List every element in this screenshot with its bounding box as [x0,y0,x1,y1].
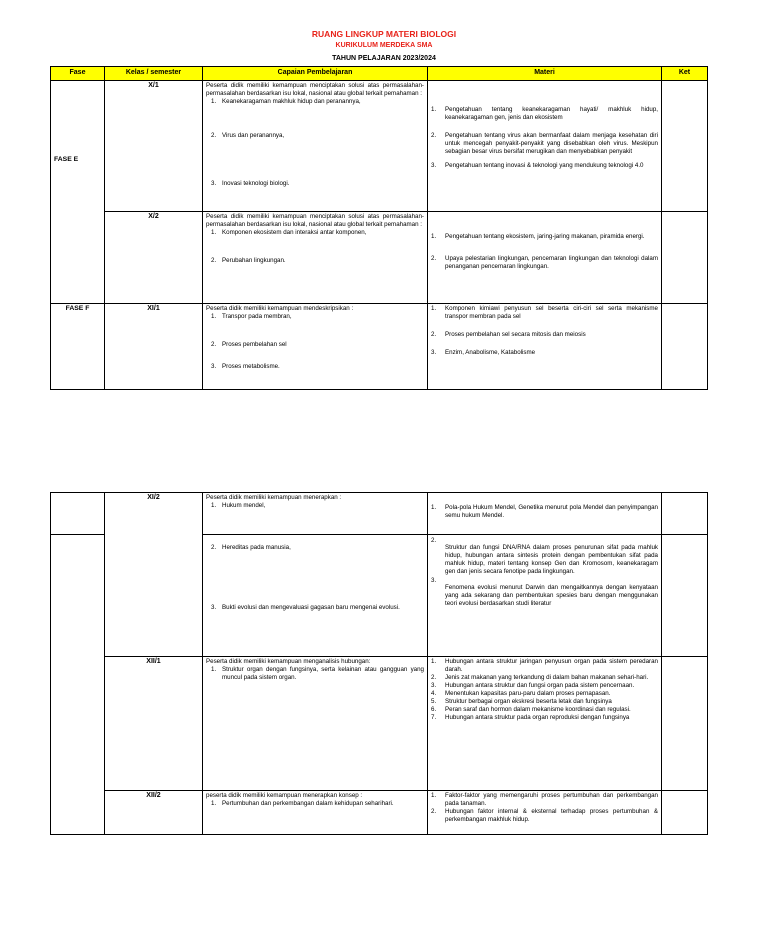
list-item: 3. Pengetahuan tentang inovasi & teknologi yang mendukung teknologi 4.0 [431,161,644,169]
list-item: 4. Menentukan kapasitas paru-paru dalam proses pernapasan. [431,689,611,697]
ket-cell [662,493,708,535]
curriculum-table-page-2 [50,492,708,835]
list-item: 3. Bukti evolusi dan mengevaluasi gagasan baru mengenai evolusi. [211,603,400,611]
list-item: 2. Proses pembelahan sel secara mitosis dan meiosis [431,330,586,338]
list-item: 3. Inovasi teknologi biologi. [211,179,290,187]
list-item: 1. Keanekaragaman makhluk hidup dan peranannya, [211,97,361,105]
list-item: 1. Pengetahuan tentang ekosistem, jaring-jaring makanan, piramida energi. [431,233,645,240]
academic-year: TAHUN PELAJARAN 2023/2024 [332,55,436,62]
col-header-fase: Fase [51,67,105,81]
list-item: 3. Fenomena evolusi menurut Darwin dan mengaitkannya dengan kenyataan yang ada sekarang dan pembentukan spesies baru dengan menggunakan teori evolusi berdasarkan studi literatur [431,576,658,607]
ket-cell [662,304,708,390]
ket-cell [662,791,708,835]
list-item: 6. Peran saraf dan hormon dalam mekanisme koordinasi dan regulasi. [431,705,631,713]
ket-cell [662,212,708,304]
list-item: 3. Proses metabolisme. [211,362,280,370]
capaian-cell [203,304,428,390]
list-item: 2. Upaya pelestarian lingkungan, pencemaran lingkungan dan teknologi dalam penanganan pencemaran lingkungan. [431,254,658,270]
ket-cell [662,535,708,657]
materi-cell [428,657,662,791]
list-item: 2. Jenis zat makanan yang terkandung di dalam bahan makanan sehari-hari. [431,673,649,681]
fase-e-cell [51,81,105,304]
col-header-materi: Materi [428,67,662,81]
list-item: 2. Struktur dan fungsi DNA/RNA dalam proses penurunan sifat pada mahluk hidup, hubungan antara sintesis protein dengan pembentukan sifat pada mahluk hidup, materi tentang konsep Gen dan Kromosom, keanekaragam gen dan jenis secara fenotipe pada lingkungan. [431,537,658,575]
list-item: 1. Struktur organ dengan fungsinya, serta kelainan atau gangguan yang muncul pada sistem organ. [211,665,424,681]
capaian-intro: Peserta didik memiliki kemampuan mendeskripsikan : [206,305,354,312]
list-item: 5. Struktur berbagai organ ekskresi beserta letak dan fungsinya [431,697,612,705]
ket-cell [662,81,708,212]
materi-cell [428,535,662,657]
capaian-cell [203,493,428,535]
col-header-capaian: Capaian Pembelajaran [203,67,428,81]
capaian-intro: peserta didik memiliki kemampuan menerapkan konsep : [206,792,363,799]
list-item: 3. Hubungan antara struktur dan fungsi organ pada sistem pencernaan. [431,681,635,689]
list-item: 2. Virus dan peranannya, [211,131,285,139]
list-item: 1. Komponen kimiawi penyusun sel beserta ciri-ciri sel serta mekanisme transpor membran pada sel [431,305,658,320]
list-item: 1. Faktor-faktor yang memengaruhi proses pertumbuhan dan perkembangan pada tanaman. [431,792,658,807]
capaian-cell [203,791,428,835]
materi-cell [428,212,662,304]
col-header-ket: Ket [662,67,708,81]
list-item: 2. Perubahan lingkungan. [211,256,286,264]
fase-label: FASE E [54,155,79,163]
list-item: 1. Pola-pola Hukum Mendel, Genetika menurut pola Mendel dan penyimpangan semu hukum Mendel. [431,504,658,519]
table-row [51,304,708,390]
list-item: 1. Pengetahuan tentang keanekaragaman hayati/ makhluk hidup, keanekaragaman gen, jenis dan ekosistem [431,106,658,121]
list-item: 2. Proses pembelahan sel [211,340,287,348]
page-subtitle: KURIKULUM MERDEKA SMA [335,42,433,49]
table-row [51,212,708,304]
capaian-intro: Peserta didik memiliki kemampuan menerapkan : [206,494,342,501]
fase-f-cell: FASE F [51,304,105,390]
page-title: RUANG LINGKUP MATERI BIOLOGI [311,29,457,39]
capaian-intro: Peserta didik memiliki kemampuan menciptakan solusi atas permasalahan-permasalahan berdasarkan isu lokal, nasional atau global terkait pemahaman : [206,82,424,97]
table-row [51,81,708,212]
kelas-cell: XI/1 [105,304,203,390]
table-header-row [51,67,708,81]
table-row [51,493,708,535]
capaian-cell [203,81,428,212]
list-item: 1. Pertumbuhan dan perkembangan dalam kehidupan seharihari. [211,799,394,807]
materi-cell [428,81,662,212]
list-item: 1. Transpor pada membran, [211,312,292,320]
col-header-kelas: Kelas / semester [105,67,203,81]
list-item: 7. Hubungan antara struktur pada organ reproduksi dengan fungsinya [431,713,630,721]
list-item: 1. Hukum mendel, [211,501,266,509]
capaian-cell [203,212,428,304]
capaian-cell [203,535,428,657]
materi-cell [428,791,662,835]
materi-cell [428,493,662,535]
curriculum-table-page-1 [50,66,708,390]
capaian-intro: Peserta didik memiliki kemampuan menganalisis hubungan: [206,658,371,665]
kelas-cell: X/2 [105,212,203,304]
list-item: 2. Hubungan faktor internal & eksternal terhadap proses pertumbuhan & perkembangan makhluk hidup. [431,807,658,823]
list-item: 3. Enzim, Anabolisme, Katabolisme [431,348,536,356]
kelas-cell: X/1 [105,81,203,212]
ket-cell [662,657,708,791]
list-item: 1. Komponen ekosistem dan interaksi antar komponen, [211,228,367,236]
fase-cell [51,535,105,835]
materi-cell [428,304,662,390]
kelas-cell: XI/2 [105,493,203,657]
kelas-cell: XII/2 [105,791,203,835]
capaian-cell [203,657,428,791]
table-row [51,791,708,835]
list-item: 2. Hereditas pada manusia, [211,544,291,551]
list-item: 2. Pengetahuan tentang virus akan bermanfaat dalam menjaga kesehatan diri untuk mencegah penyakit-penyakit yang disebabkan oleh virus. Meskipun sebagian besar virus bersifat merugikan dan menyebabkan penyakit [431,131,658,155]
list-item: 1. Hubungan antara struktur jaringan penyusun organ pada sistem peredaran darah. [431,658,658,673]
fase-cell [51,493,105,535]
kelas-cell: XII/1 [105,657,203,791]
table-row [51,657,708,791]
capaian-intro: Peserta didik memiliki kemampuan menciptakan solusi atas permasalahan-permasalahan berdasarkan isu lokal, nasional atau global terkait pemahaman : [206,213,424,228]
